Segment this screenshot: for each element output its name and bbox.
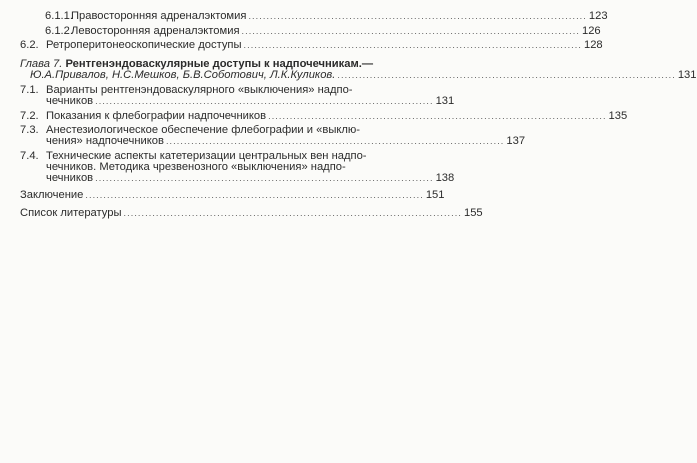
page-number: 131 (677, 69, 697, 82)
table-of-contents (20, 10, 697, 222)
section-title-line: Анестезиологическое обеспечение флебографии и «выклю- (46, 124, 361, 137)
section-title: Заключение (20, 189, 84, 202)
section-number: 7.1. (20, 83, 39, 96)
page-number: 137 (506, 135, 526, 148)
section-title: Список литературы (20, 206, 122, 219)
section-title: Левосторонняя адреналэктомия (71, 24, 240, 37)
section-number: 7.2. (20, 109, 39, 122)
section-number: 6.2. (20, 39, 39, 51)
section-title-line: чечников (46, 95, 94, 108)
dot-leader: .............................................................................................. (123, 207, 462, 218)
page-number: 128 (583, 39, 603, 51)
chapter-title: Рентгенэндоваскулярные доступы к надпочечникам.— (65, 58, 374, 71)
page-number: 135 (608, 109, 628, 122)
section-title: Показания к флебографии надпочечников (46, 109, 267, 122)
page-number: 123 (588, 10, 608, 22)
section-number: 7.3. (20, 124, 39, 137)
dot-leader: .............................................................................................. (165, 136, 505, 147)
section-title: Правосторонняя адреналэктомия (71, 10, 247, 22)
chapter-label: Глава 7. (20, 58, 63, 71)
toc-chapter-7[interactable] (20, 58, 697, 82)
chapter-authors: Ю.А.Привалов, Н.С.Мешков, Б.В.Соботович, Л.К.Куликов. (30, 69, 336, 82)
dot-leader: .............................................................................................. (248, 11, 587, 21)
toc-entry-6-1-1[interactable] (20, 10, 608, 22)
toc-entry-conclusion[interactable] (20, 189, 445, 202)
toc-entry-6-2[interactable] (20, 39, 603, 51)
dot-leader: .............................................................................................. (95, 173, 434, 184)
section-number: 6.1.2. (45, 24, 73, 37)
toc-entry-7-1[interactable] (20, 83, 455, 108)
page-number: 151 (425, 189, 445, 202)
section-title-line: чения» надпочечников (46, 135, 164, 148)
toc-entry-7-3[interactable] (20, 124, 526, 148)
dot-leader: .............................................................................................. (337, 70, 676, 81)
section-title-line: чечников. Методика чрезвенозного «выключения» надпо- (46, 161, 346, 174)
dot-leader: .............................................................................................. (85, 190, 424, 201)
dot-leader: .............................................................................................. (95, 96, 434, 107)
page-number: 138 (435, 172, 455, 185)
dot-leader: .............................................................................................. (241, 25, 580, 36)
page-number: 131 (435, 95, 455, 108)
toc-entry-7-2[interactable] (20, 109, 628, 122)
section-title-line: чечников (46, 172, 94, 185)
page-number: 126 (581, 24, 601, 37)
section-title-line: Технические аспекты катетеризации центральных вен надпо- (46, 149, 367, 162)
section-number: 6.1.1. (45, 10, 73, 22)
toc-entry-references[interactable] (20, 206, 483, 219)
dot-leader: .............................................................................................. (268, 110, 607, 121)
toc-entry-6-1-2[interactable] (20, 24, 601, 37)
section-number: 7.4. (20, 149, 39, 162)
section-title-line: Варианты рентгенэндоваскулярного «выключения» надпо- (46, 83, 353, 96)
toc-entry-7-4[interactable] (20, 149, 455, 185)
section-title: Ретроперитонеоскопические доступы (46, 39, 242, 51)
page-number: 155 (463, 206, 483, 219)
dot-leader: .............................................................................................. (243, 40, 582, 50)
